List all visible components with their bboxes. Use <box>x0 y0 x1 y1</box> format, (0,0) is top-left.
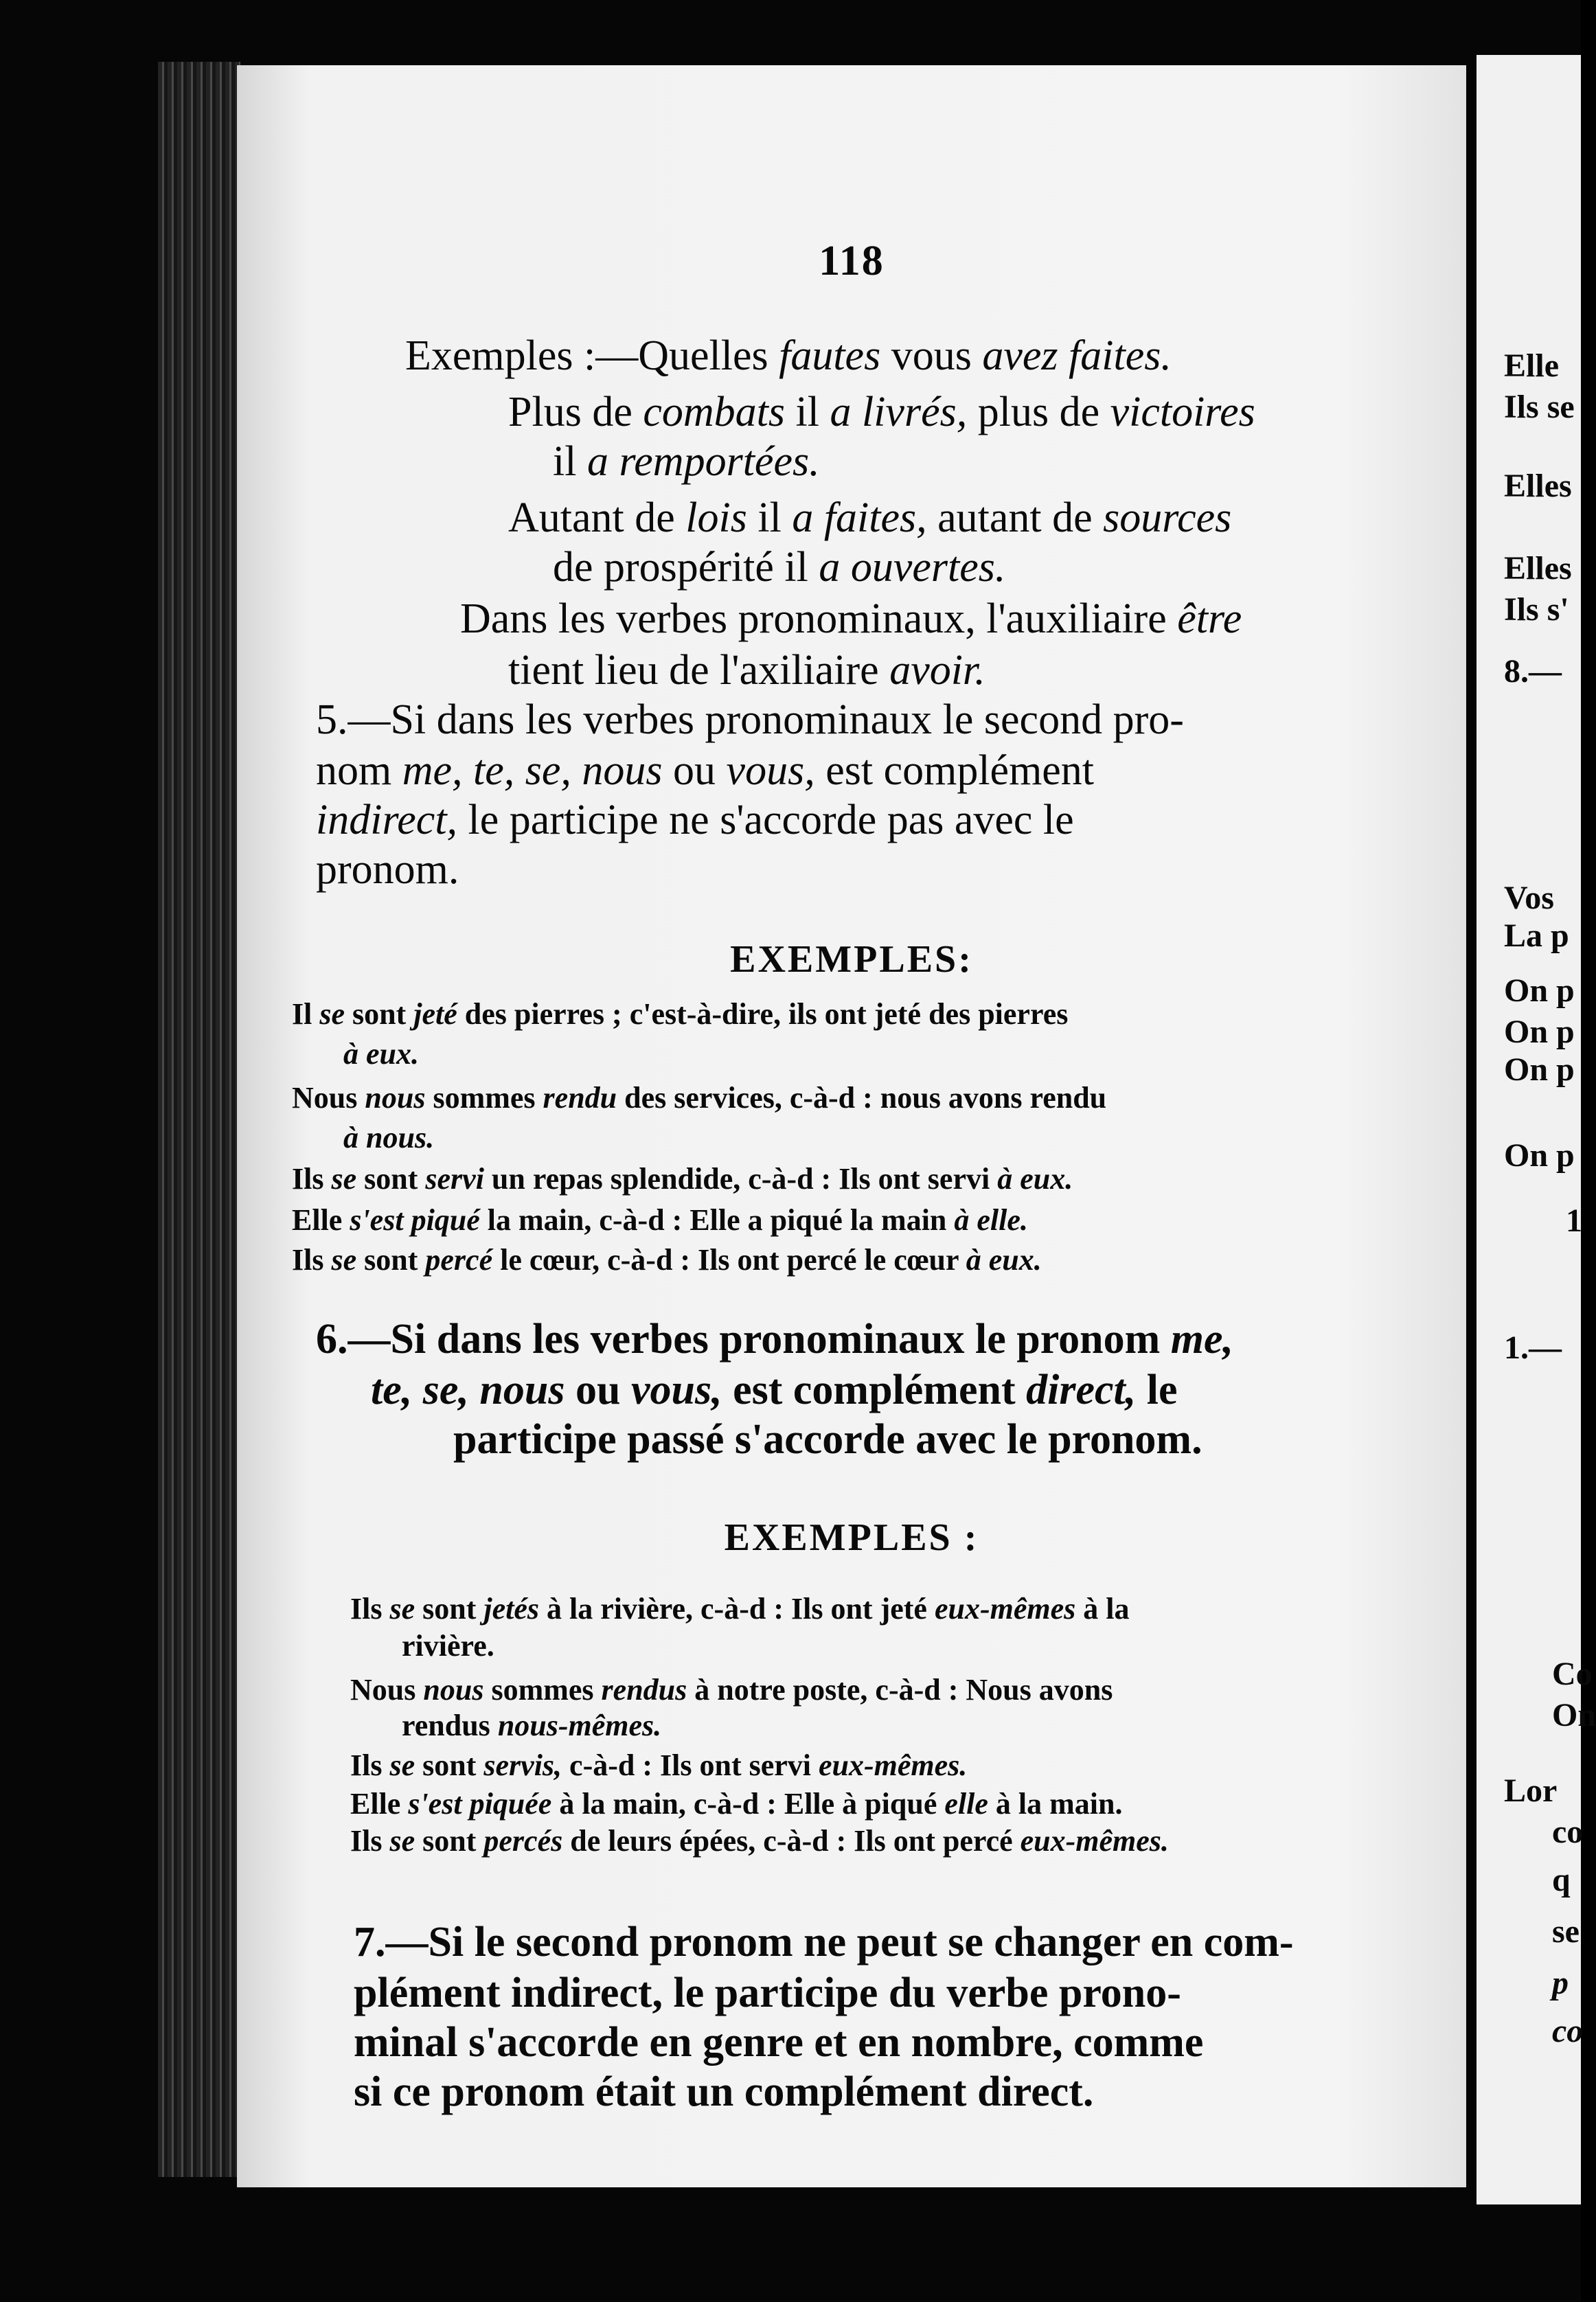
italic-run: avez faites. <box>982 332 1172 379</box>
fragment-line: 8.— <box>1504 653 1562 690</box>
facing-page-fragment <box>1477 55 1596 2204</box>
italic-run: a ouvertes. <box>819 544 1006 591</box>
text-line <box>405 334 1172 377</box>
italic-run: vous, <box>726 747 815 794</box>
fragment-line: Ils se <box>1504 389 1575 425</box>
example-line: Elle s'est piquée à la main, c-à-d : Elle à piqué elle à la main. <box>350 1787 1123 1821</box>
italic-run: être <box>1177 595 1242 642</box>
rule-7-line: si ce pronom était un complément direct. <box>354 2069 1094 2115</box>
text-run: tient lieu de l'axiliaire <box>508 647 890 694</box>
fragment-line: On p <box>1504 1051 1575 1088</box>
fragment-line: On p <box>1504 1137 1575 1174</box>
rule-6-line: participe passé s'accorde avec le pronom. <box>453 1416 1202 1463</box>
text-run: Dans les verbes pronominaux, l'auxiliaire <box>460 595 1178 642</box>
fragment-line: On <box>1552 1697 1596 1733</box>
fragment-line: La p <box>1504 918 1569 954</box>
italic-run: avoir. <box>889 647 985 694</box>
italic-run: sources <box>1103 494 1232 541</box>
italic-run: a livrés, <box>830 389 968 435</box>
fragment-line: Elle <box>1504 347 1559 384</box>
example-line: Ils se sont percé le cœur, c-à-d : Ils ont percé le cœur à eux. <box>292 1243 1042 1277</box>
fragment-line: Ils s' <box>1504 591 1569 628</box>
rule-7-line: 7.—Si le second pronom ne peut se changer en com- <box>354 1919 1294 1965</box>
text-run: plus de <box>967 389 1110 435</box>
examples-heading: EXEMPLES : <box>724 1516 979 1559</box>
italic-run: combats <box>643 389 786 435</box>
fragment-line: Lor <box>1504 1773 1558 1809</box>
italic-run: lois <box>685 494 747 541</box>
example-line: Ils se sont servi un repas splendide, c-à-d : Ils ont servi à eux. <box>292 1162 1073 1196</box>
example-line: rendus nous-mêmes. <box>402 1709 662 1742</box>
fragment-line: co <box>1552 2013 1584 2049</box>
example-line: Ils se sont servis, c-à-d : Ils ont servi eux-mêmes. <box>350 1748 968 1782</box>
examples-heading: EXEMPLES: <box>730 938 973 981</box>
text-run: il <box>553 438 587 485</box>
text-line: 6.—Si dans les verbes pronominaux le pronom me, <box>316 1316 1234 1363</box>
fragment-line: 1 <box>1566 1203 1582 1239</box>
fragment-line: Vos <box>1504 880 1554 916</box>
text-line <box>508 391 1255 433</box>
text-run: est complément <box>814 747 1095 794</box>
rule-7-line: plément indirect, le participe du verbe prono- <box>354 1970 1181 2016</box>
text-line <box>508 494 1232 541</box>
italic-run: a remportées. <box>586 438 820 485</box>
example-line: Nous nous sommes rendu des services, c-à-d : nous avons rendu <box>292 1081 1107 1115</box>
fragment-line: Elles <box>1504 550 1572 586</box>
book-page-edges <box>158 62 240 2177</box>
text-run: le participe ne s'accorde pas avec le <box>457 797 1074 843</box>
text-run: de prospérité il <box>553 544 819 591</box>
example-line: à eux. <box>343 1037 419 1071</box>
text-line <box>316 799 1074 841</box>
text-line <box>460 597 1242 640</box>
text-line <box>553 440 820 483</box>
text-line <box>553 546 1005 589</box>
fragment-line: co <box>1552 1814 1584 1850</box>
example-line: Elle s'est piqué la main, c-à-d : Elle a piqué la main à elle. <box>292 1203 1028 1237</box>
text-line <box>316 749 1094 792</box>
fragment-line: se <box>1552 1913 1580 1950</box>
text-run: Plus de <box>508 389 643 435</box>
fragment-line: 1.— <box>1504 1330 1562 1366</box>
text-line: pronom. <box>316 846 459 893</box>
fragment-line: Co <box>1552 1656 1593 1692</box>
italic-run: indirect, <box>316 797 458 843</box>
text-run: Exemples :—Quelles <box>405 332 779 379</box>
rule-7-line: minal s'accorde en genre et en nombre, comme <box>354 2019 1204 2066</box>
example-line: Ils se sont percés de leurs épées, c-à-d : Ils ont percé eux-mêmes. <box>350 1824 1169 1858</box>
text-run: ou <box>662 747 727 794</box>
book-page <box>237 65 1466 2187</box>
text-run: vous <box>880 332 983 379</box>
text-line <box>508 649 985 692</box>
text-run: il <box>785 389 830 435</box>
fragment-line: Elles <box>1504 468 1572 504</box>
text-run: Autant de <box>508 494 686 541</box>
italic-run: fautes <box>779 332 881 379</box>
italic-run: victoires <box>1110 389 1255 435</box>
fragment-line: On p <box>1504 972 1575 1009</box>
rule-5-line: 5.—Si dans les verbes pronominaux le second pro- <box>316 696 1184 743</box>
example-line: Nous nous sommes rendus à notre poste, c-à-d : Nous avons <box>350 1673 1113 1707</box>
page-number: 118 <box>819 238 885 284</box>
text-run: nom <box>316 747 402 794</box>
example-line: rivière. <box>402 1629 494 1663</box>
italic-run: me, te, se, nous <box>402 747 663 794</box>
text-run: il <box>746 494 793 541</box>
italic-run: a faites, <box>792 494 927 541</box>
fragment-line: On p <box>1504 1014 1575 1050</box>
fragment-line: p <box>1552 1965 1569 2001</box>
example-line: Il se sont jeté des pierres ; c'est-à-dire, ils ont jeté des pierres <box>292 997 1069 1031</box>
fragment-line: q <box>1552 1862 1571 1898</box>
text-run: autant de <box>926 494 1104 541</box>
text-line: te, se, nous ou vous, est complément direct, le <box>371 1367 1178 1413</box>
example-line: Ils se sont jetés à la rivière, c-à-d : Ils ont jeté eux-mêmes à la <box>350 1592 1130 1626</box>
example-line: à nous. <box>343 1121 435 1154</box>
